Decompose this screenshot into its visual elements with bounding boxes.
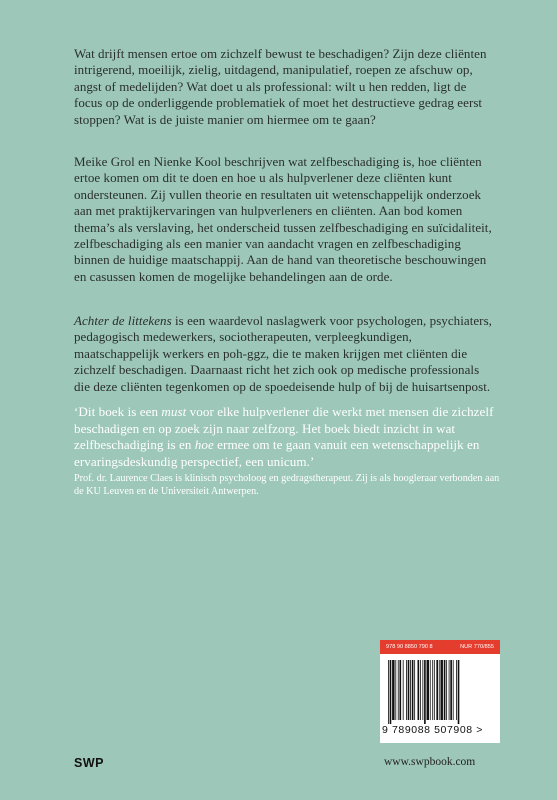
barcode-bar: [446, 660, 447, 720]
barcode-bars: [386, 660, 494, 724]
barcode-label-strip: [380, 640, 500, 654]
barcode-bar: [412, 660, 414, 720]
barcode-bar: [456, 660, 457, 720]
barcode-bar: [420, 660, 421, 720]
barcode-bar: [418, 660, 420, 720]
barcode-bar: [390, 660, 392, 724]
barcode-bar: [395, 660, 396, 720]
audience-text: is een waardevol naslagwerk voor psychologen, psychiaters, pedagogisch medewerkers, sociotherapeuten, verpleegkundigen, maatschappelijk werkers en poh-ggz, die te maken krijgen met cliënten die zichzelf beschadigen. Daarnaast richt het zich ook op medische professionals die deze cliënten tegenkomen op de spoedeisende hulp of bij de huisartsenpost.: [74, 313, 492, 394]
barcode-bar: [434, 660, 435, 720]
barcode-bar: [432, 660, 433, 720]
quote-text-2: voor elke hulpverlener die werkt met mensen die zichzelf beschadigen en op zoek zijn naar zelfzorg. Het boek biedt inzicht in wat zelfbeschadiging is en: [74, 404, 494, 453]
barcode-bar: [439, 660, 440, 720]
audience-paragraph: [74, 313, 494, 395]
endorsement-attribution: Prof. dr. Laurence Claes is klinisch psycholoog en gedragstherapeut. Zij is als hoogleraar verbonden aan de KU Leuven en de Universiteit Antwerpen.: [74, 473, 500, 497]
barcode-bar: [440, 660, 442, 720]
barcode-bar: [414, 660, 415, 720]
barcode-bar: [398, 660, 399, 720]
barcode-bar: [427, 660, 429, 720]
barcode-bar: [436, 660, 438, 720]
intro-paragraph: Wat drijft mensen ertoe om zichzelf bewust te beschadigen? Zijn deze cliënten intrigerend, moeilijk, zielig, uitdagend, manipulatief, roepen ze afschuw op, angst of medelijden? Wat doet u als professional: wilt u hen redden, ligt de focus op de onderliggende problematiek of moet het destructieve gedrag eerst stoppen? Wat is de juiste manier om hiermee om te gaan?: [74, 46, 487, 127]
barcode-bar: [444, 660, 446, 720]
quote-text-3: ermee om te gaan vanuit een wetenschappelijk en ervaringsdeskundig perspectief, een unicum.’: [74, 437, 480, 469]
nur-label: NUR 770/855: [460, 644, 494, 650]
barcode-bar: [422, 660, 423, 720]
barcode-bar: [449, 660, 450, 720]
barcode-bar: [392, 660, 394, 720]
barcode-bar: [406, 660, 407, 720]
isbn-barcode: [380, 640, 500, 743]
barcode-bar: [453, 660, 454, 720]
barcode-bar: [388, 660, 389, 724]
barcode-bar: [399, 660, 401, 720]
barcode-bar: [410, 660, 411, 720]
barcode-bar: [408, 660, 410, 720]
endorsement-quote: [74, 404, 502, 470]
description-paragraph: Meike Grol en Nienke Kool beschrijven wat zelfbeschadiging is, hoe cliënten ertoe komen om dit te doen en hoe u als hulpverlener deze cliënten kunt ondersteunen. Zij vullen theorie en resultaten uit wetenschappelijk onderzoek aan met praktijkervaringen van hulpverleners en cliënten. Aan bod komen thema’s als verslaving, het onderscheid tussen zelfbeschadiging en suïcidaliteit, zelfbeschadiging als een manier van aandacht vragen en zelfbeschadiging binnen de huidige maatschappij. Aan de hand van theoretische beschouwingen en casussen komen de mogelijke behandelingen aan de orde.: [74, 154, 492, 284]
barcode-bar: [458, 660, 460, 724]
barcode-digits: 9 789088 507908 >: [382, 724, 483, 736]
book-title: Achter de littekens: [74, 313, 172, 328]
barcode-bar: [403, 660, 404, 720]
barcode-bar: [430, 660, 431, 720]
quote-text-1: ‘Dit boek is een: [74, 404, 162, 419]
quote-emphasis-must: must: [161, 404, 187, 419]
publisher-url: www.swpbook.com: [384, 756, 476, 768]
isbn-label: 978 90 8850 790 8: [386, 644, 433, 650]
barcode-bar: [450, 660, 452, 720]
publisher-logo: SWP: [74, 756, 104, 770]
quote-emphasis-hoe: hoe: [194, 437, 214, 453]
barcode-bar: [424, 660, 426, 724]
